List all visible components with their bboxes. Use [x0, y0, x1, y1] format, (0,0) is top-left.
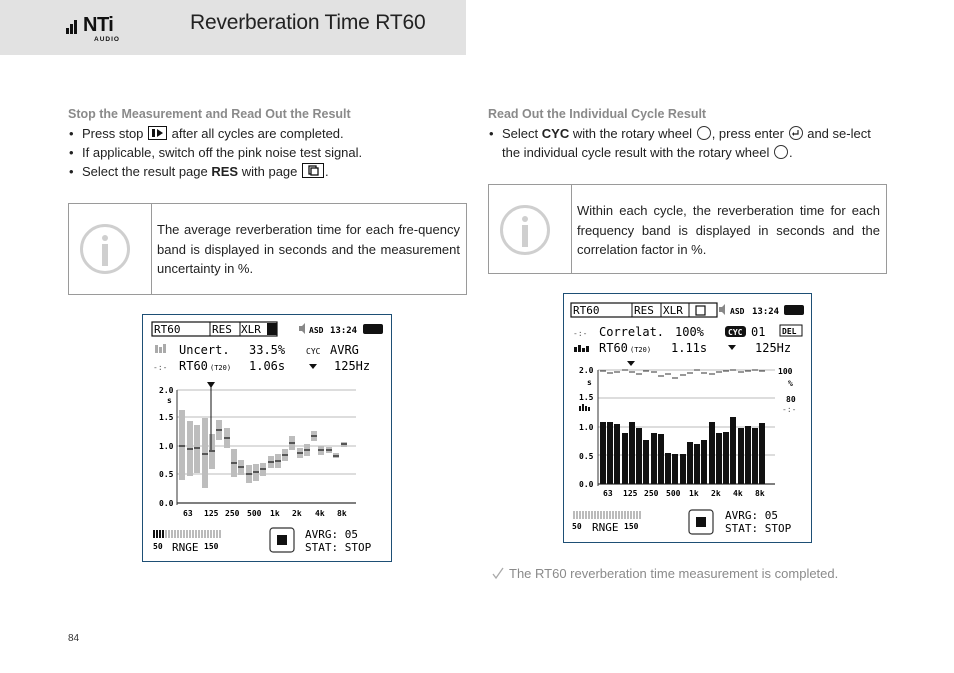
- t20-label: (T20): [630, 346, 652, 354]
- x-tick: 4k: [733, 489, 743, 498]
- range-min: 50: [153, 542, 163, 551]
- rt60-value: 1.11s: [671, 341, 708, 355]
- right-info-box: [488, 184, 887, 274]
- screen-average-svg: [143, 315, 391, 561]
- stop-square-icon: [277, 535, 287, 545]
- avrg-count: AVRG: 05: [725, 509, 778, 522]
- tab-xlr: XLR: [663, 304, 683, 317]
- y2-tick: %: [788, 379, 793, 388]
- range-min: 50: [572, 522, 582, 531]
- right-info-text: Within each cycle, the reverberation time for each frequency band is displayed in seconds and the correlation factor in %.: [577, 203, 880, 257]
- logo-bars-icon: [66, 18, 82, 34]
- x-tick: 1k: [689, 489, 699, 498]
- dash-marker-icon: -:-: [573, 329, 588, 338]
- list-item: • Select CYC with the rotary wheel , press enter and se-lect the individual cycle result with the rotary wheel .: [488, 124, 888, 162]
- x-tick: 250: [644, 489, 659, 498]
- stop-button-icon: [148, 126, 167, 140]
- cycle-number: 01: [751, 325, 766, 339]
- logo-text: NTi: [83, 14, 114, 36]
- left-info-box: [68, 203, 467, 295]
- y-tick: s: [587, 378, 592, 387]
- page-title: Reverberation Time RT60: [190, 11, 426, 34]
- rt60-value: 1.06s: [249, 359, 286, 373]
- screen-cycle-svg: [564, 294, 811, 542]
- y-tick: 2.0: [579, 366, 594, 375]
- memory-icon: [696, 306, 705, 315]
- clock-time: 13:24: [752, 307, 780, 317]
- clock-time: 13:24: [330, 326, 358, 336]
- rotary-wheel-icon: [774, 145, 788, 159]
- range-label: RNGE: [592, 521, 619, 534]
- list-item: • If applicable, switch off the pink noise test signal.: [68, 143, 468, 162]
- speaker-icon: [299, 323, 305, 334]
- cursor-down-icon: [728, 345, 736, 350]
- range-max: 150: [624, 522, 639, 531]
- x-tick: 500: [247, 509, 262, 518]
- page-button-icon: [302, 163, 324, 178]
- t20-label: (T20): [210, 364, 232, 372]
- list-item: • Select the result page RES with page .: [68, 162, 468, 181]
- correlat-label: Correlat.: [599, 325, 665, 339]
- x-tick: 63: [183, 509, 193, 518]
- freq-value: 125Hz: [334, 359, 371, 373]
- y-tick: 1.0: [159, 442, 174, 451]
- range-max: 150: [204, 542, 219, 551]
- info-icon: [80, 224, 130, 274]
- y-tick: 0.5: [579, 452, 594, 461]
- device-screen-cycle: [563, 293, 812, 543]
- y2-tick: 80: [786, 395, 796, 404]
- avrg-count: AVRG: 05: [305, 528, 358, 541]
- range-label: RNGE: [172, 541, 199, 554]
- x-tick: 500: [666, 489, 681, 498]
- battery-icon: [363, 324, 383, 334]
- stop-square-icon: [696, 517, 706, 527]
- x-tick: 1k: [270, 509, 280, 518]
- page-number: 84: [68, 633, 80, 644]
- rt60-label: RT60: [599, 341, 628, 355]
- x-tick: 8k: [755, 489, 765, 498]
- cursor-marker-icon: [207, 382, 215, 388]
- x-tick: 125: [623, 489, 638, 498]
- completion-note-text: The RT60 reverberation time measurement is completed.: [509, 566, 839, 581]
- info-icon: [500, 205, 550, 255]
- tab-res: RES: [212, 323, 232, 336]
- right-bullet-list: [488, 124, 888, 162]
- asd-label: ASD: [309, 326, 324, 335]
- left-section-heading: Stop the Measurement and Read Out the Result: [68, 107, 351, 121]
- list-item: • Press stop after all cycles are completed.: [68, 124, 468, 143]
- del-label: DEL: [782, 327, 797, 336]
- check-hand-icon: [491, 566, 505, 580]
- nti-audio-logo: [66, 16, 128, 46]
- y-tick: 0.0: [579, 480, 594, 489]
- dash-marker-icon: -:-: [153, 363, 168, 372]
- cyc-label: CYC: [728, 328, 743, 337]
- tab-res: RES: [634, 304, 654, 317]
- y2-tick: 100: [778, 367, 793, 376]
- x-tick: 2k: [711, 489, 721, 498]
- enter-icon: [789, 126, 803, 140]
- y-tick: s: [167, 396, 172, 405]
- dash-marker-icon: -:-: [782, 405, 797, 414]
- uncert-label: Uncert.: [179, 343, 230, 357]
- speaker-icon: [719, 304, 725, 315]
- tab-rt60: RT60: [573, 304, 600, 317]
- completion-note: [491, 566, 838, 581]
- y-tick: 1.5: [579, 393, 594, 402]
- x-tick: 250: [225, 509, 240, 518]
- right-section-heading: Read Out the Individual Cycle Result: [488, 107, 707, 121]
- freq-value: 125Hz: [755, 341, 792, 355]
- rotary-wheel-icon: [697, 126, 711, 140]
- y-tick: 2.0: [159, 386, 174, 395]
- cursor-marker-icon: [627, 361, 635, 366]
- y-tick: 0.5: [159, 470, 174, 479]
- y-tick: 1.0: [579, 423, 594, 432]
- stat-status: STAT: STOP: [725, 522, 792, 535]
- memory-icon: [267, 323, 277, 335]
- cursor-down-icon: [309, 364, 317, 369]
- rt60-label: RT60: [179, 359, 208, 373]
- x-tick: 4k: [315, 509, 325, 518]
- logo-sub: AUDIO: [94, 36, 120, 43]
- x-tick: 2k: [292, 509, 302, 518]
- y-tick: 1.5: [159, 413, 174, 422]
- tab-xlr: XLR: [241, 323, 261, 336]
- asd-label: ASD: [730, 307, 745, 316]
- correlat-value: 100%: [675, 325, 704, 339]
- battery-icon: [784, 305, 804, 315]
- stat-status: STAT: STOP: [305, 541, 372, 554]
- left-info-text: The average reverberation time for each fre-quency band is displayed in seconds and the measurement uncertainty in %.: [157, 222, 460, 276]
- tab-rt60: RT60: [154, 323, 181, 336]
- x-tick: 125: [204, 509, 219, 518]
- left-bullet-list: [68, 124, 468, 181]
- avrg-label: AVRG: [330, 343, 359, 357]
- uncert-value: 33.5%: [249, 343, 286, 357]
- y-tick: 0.0: [159, 499, 174, 508]
- cyc-label: CYC: [306, 347, 321, 356]
- device-screen-average: [142, 314, 392, 562]
- x-tick: 63: [603, 489, 613, 498]
- x-tick: 8k: [337, 509, 347, 518]
